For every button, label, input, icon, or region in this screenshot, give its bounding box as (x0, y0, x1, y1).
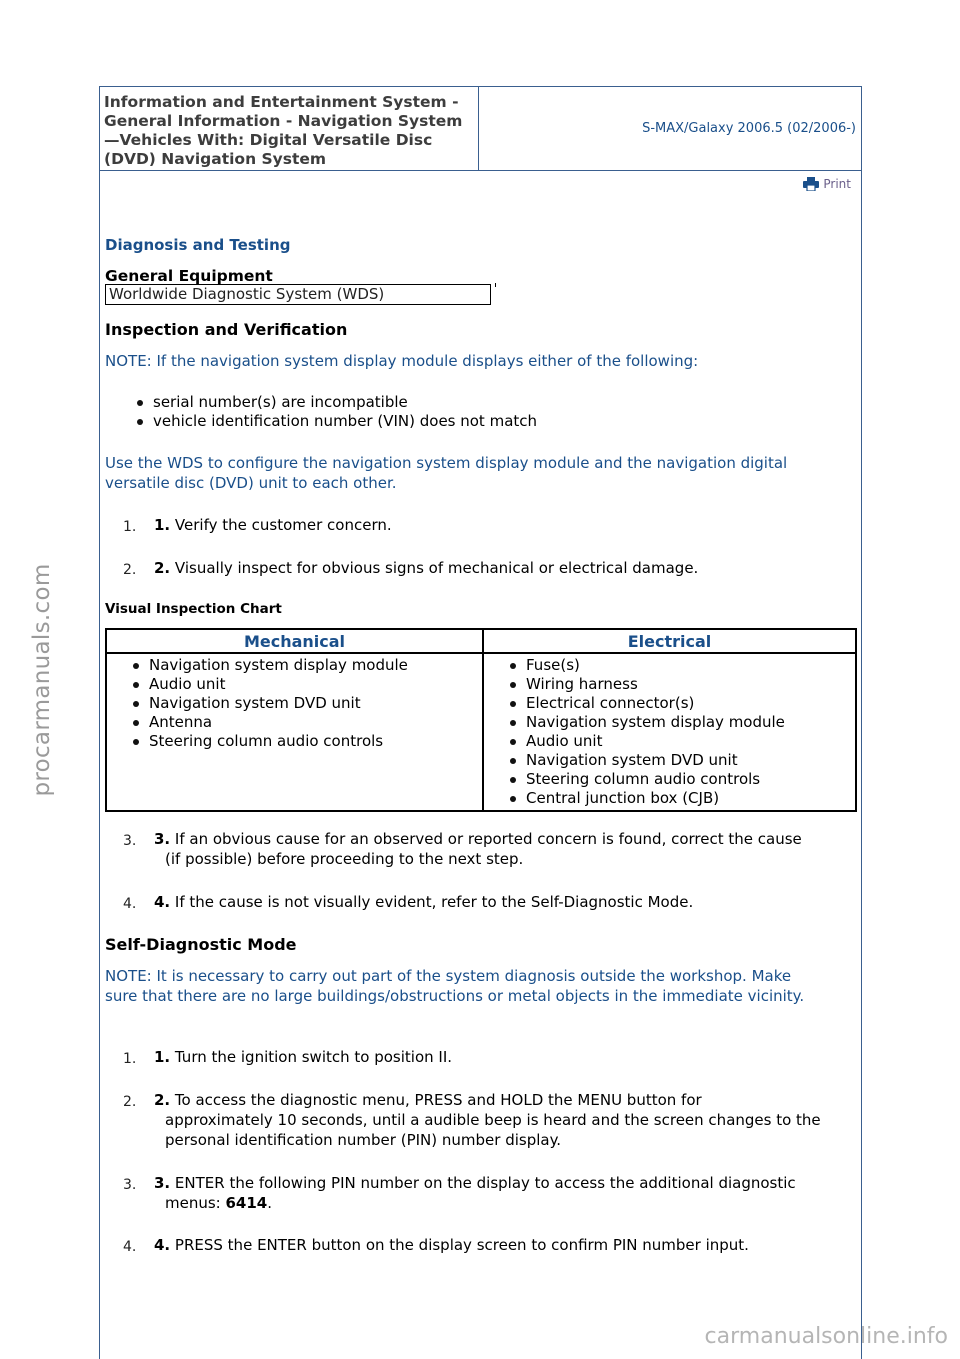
list-item: serial number(s) are incompatible (131, 393, 831, 412)
step-label: 4. (154, 1236, 171, 1254)
mechanical-list (127, 656, 482, 751)
step-number: 4. (123, 1239, 137, 1255)
equipment-item: Worldwide Diagnostic System (WDS) (105, 284, 491, 305)
page-title: Information and Entertainment System - General Information - Navigation System—Vehicles With: Digital Versatile Disc (DVD) Navigation System (100, 87, 479, 171)
pin-number: 6414 (225, 1194, 268, 1212)
step-label: 1. (154, 1048, 171, 1066)
section-title-diagnosis: Diagnosis and Testing (105, 236, 291, 254)
step-text: Turn the ignition switch to position II. (174, 1048, 453, 1066)
pin-suffix: . (267, 1194, 273, 1212)
step-text: To access the diagnostic menu, PRESS and HOLD the MENU button for (174, 1091, 702, 1109)
step-text: ENTER the following PIN number on the display to access the additional diagnostic (174, 1174, 796, 1192)
step-label: 2. (154, 1091, 171, 1109)
list-item: Central junction box (CJB) (504, 789, 855, 808)
printer-icon (803, 177, 819, 191)
step-text: Visually inspect for obvious signs of mechanical or electrical damage. (174, 559, 699, 577)
note-display-messages: NOTE: If the navigation system display module displays either of the following: (105, 352, 699, 370)
step-number: 3. (123, 1177, 137, 1193)
step-label: 3. (154, 830, 171, 848)
step-label: 1. (154, 516, 171, 534)
electrical-list (504, 656, 855, 808)
step-text: If an obvious cause for an observed or reported concern is found, correct the cause (174, 830, 802, 848)
step-label: 2. (154, 559, 171, 577)
list-item: Navigation system DVD unit (504, 751, 855, 770)
step-label: 3. (154, 1174, 171, 1192)
list-item: Audio unit (127, 675, 482, 694)
section-title-self-diagnostic: Self-Diagnostic Mode (105, 935, 297, 954)
electrical-cell (483, 653, 856, 811)
chart-title: Visual Inspection Chart (105, 601, 282, 617)
watermark-bottom: carmanualsonline.info (704, 1324, 948, 1349)
list-item: Navigation system DVD unit (127, 694, 482, 713)
step-text-continued: (if possible) before proceeding to the next step. (165, 850, 524, 868)
column-header-electrical: Electrical (483, 629, 856, 653)
step-text: If the cause is not visually evident, refer to the Self-Diagnostic Mode. (174, 893, 694, 911)
step-number: 4. (123, 896, 137, 912)
list-item: Fuse(s) (504, 656, 855, 675)
section-title-inspection: Inspection and Verification (105, 320, 348, 339)
note-outside-workshop: NOTE: It is necessary to carry out part of the system diagnosis outside the workshop. Make sure that there are no large buildings/obstructions or metal objects in the immediate vicinity. (105, 967, 805, 1005)
step-number: 3. (123, 833, 137, 849)
configure-instruction: Use the WDS to configure the navigation system display module and the navigation digital versatile disc (DVD) unit to each other. (105, 454, 788, 492)
table-border-tick (495, 283, 496, 287)
step-text: Verify the customer concern. (174, 516, 392, 534)
visual-inspection-chart (105, 628, 857, 812)
print-button[interactable] (803, 177, 851, 191)
list-item: Navigation system display module (504, 713, 855, 732)
list-item: Wiring harness (504, 675, 855, 694)
step-text-continued (154, 1193, 857, 1213)
print-label: Print (823, 177, 851, 191)
step-text-continued: approximately 10 seconds, until a audible beep is heard and the screen changes to the personal identification number (PIN) number display. (165, 1111, 821, 1149)
list-item: Electrical connector(s) (504, 694, 855, 713)
list-item: Audio unit (504, 732, 855, 751)
step-text: PRESS the ENTER button on the display screen to confirm PIN number input. (174, 1236, 749, 1254)
document-frame (99, 86, 862, 1359)
step-number: 1. (123, 519, 137, 535)
step-label: 4. (154, 893, 171, 911)
pin-prefix: menus: (165, 1194, 226, 1212)
step-number: 2. (123, 1094, 137, 1110)
list-item: Steering column audio controls (504, 770, 855, 789)
mechanical-cell (106, 653, 483, 811)
section-title-general-equipment: General Equipment (105, 267, 273, 285)
vehicle-model: S-MAX/Galaxy 2006.5 (02/2006-) (479, 87, 861, 171)
column-header-mechanical: Mechanical (106, 629, 483, 653)
step-number: 2. (123, 562, 137, 578)
list-item: Navigation system display module (127, 656, 482, 675)
list-item: Steering column audio controls (127, 732, 482, 751)
list-item: Antenna (127, 713, 482, 732)
list-item: vehicle identification number (VIN) does not match (131, 412, 831, 431)
watermark-side: procarmanuals.com (29, 563, 55, 797)
step-number: 1. (123, 1051, 137, 1067)
message-list (131, 393, 831, 431)
